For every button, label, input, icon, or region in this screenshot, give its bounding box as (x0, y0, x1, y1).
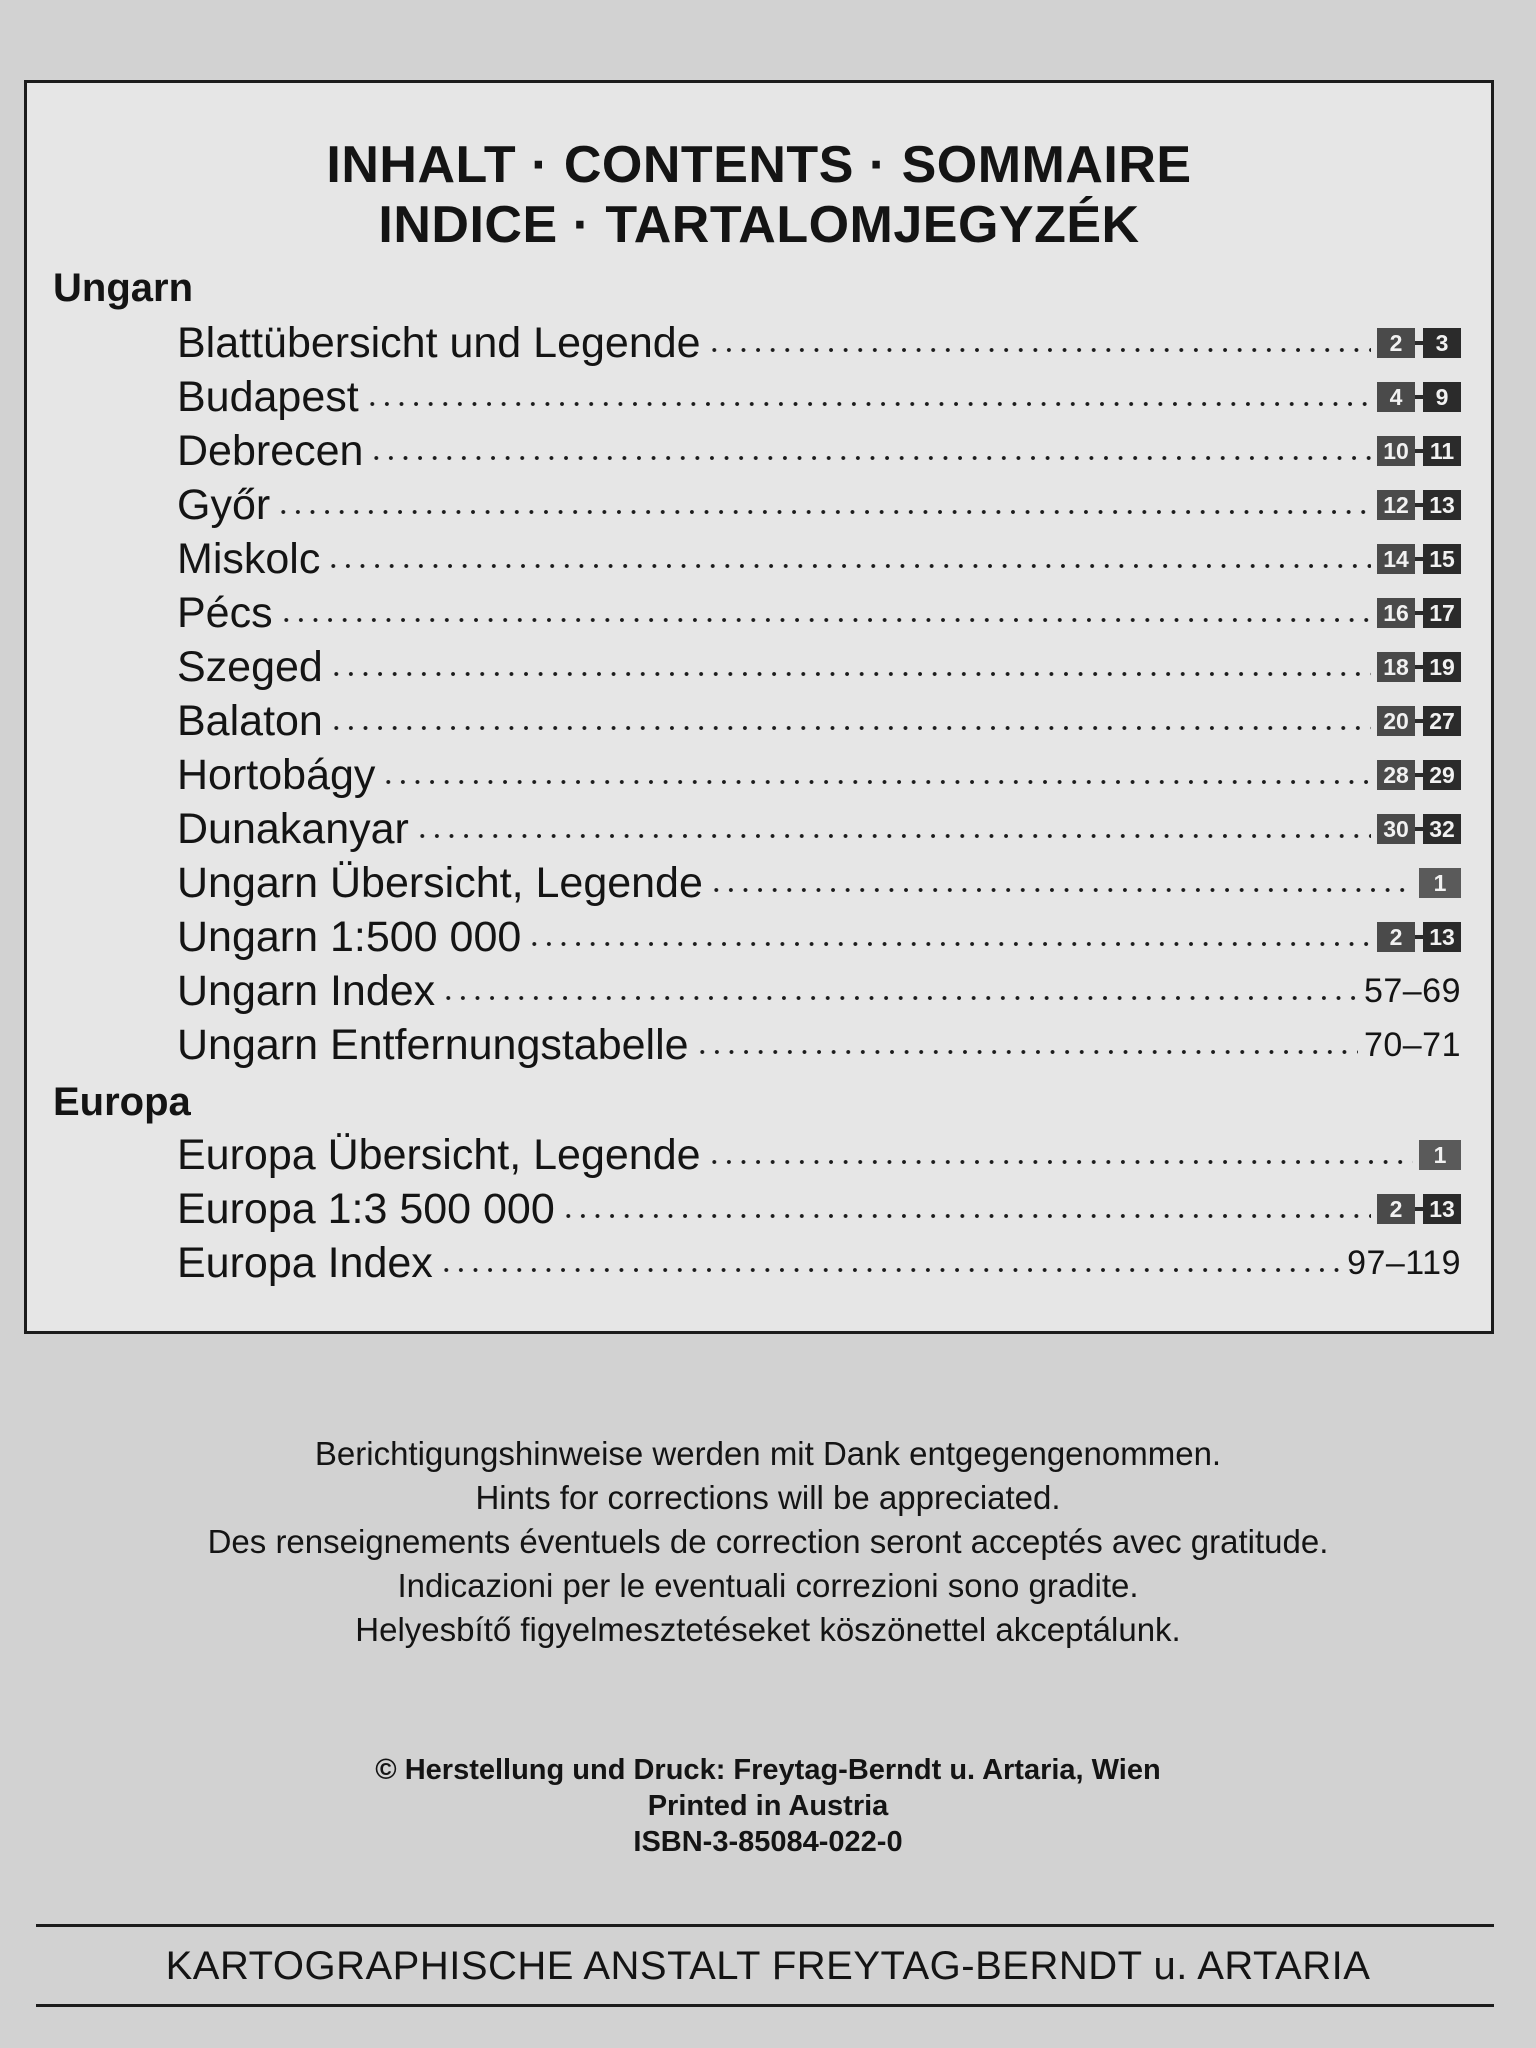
dot-leader (415, 822, 1371, 850)
toc-entry-label: Debrecen (177, 426, 364, 475)
toc-entry-label: Szeged (177, 642, 323, 691)
dot-leader (329, 714, 1371, 742)
page-badge-end: 27 (1423, 706, 1461, 736)
footer-rule-bottom (36, 2004, 1494, 2007)
page-badge-start: 4 (1377, 382, 1415, 412)
toc-entry-label: Balaton (177, 696, 323, 745)
toc-entry-label: Pécs (177, 588, 273, 637)
dot-leader (441, 984, 1358, 1012)
imprint (0, 1752, 1536, 1860)
dot-leader (329, 660, 1371, 688)
toc-entry-label: Ungarn 1:500 000 (177, 912, 522, 961)
toc-entry[interactable] (177, 640, 1467, 694)
dot-leader (439, 1256, 1341, 1284)
dot-leader (707, 1148, 1413, 1176)
page-range-badge (1377, 598, 1461, 628)
toc-entry[interactable] (177, 856, 1467, 910)
page-badge-end: 11 (1423, 436, 1461, 466)
note-line: Berichtigungshinweise werden mit Dank entgegengenommen. (314, 1435, 1222, 1472)
dot-leader (709, 876, 1413, 904)
page-badge-start: 20 (1377, 706, 1415, 736)
toc-entry-label: Budapest (177, 372, 359, 421)
toc-entry[interactable] (177, 532, 1467, 586)
toc-entry-label: Europa 1:3 500 000 (177, 1184, 555, 1233)
page-range-badge (1377, 490, 1461, 520)
page-badge (1419, 868, 1461, 898)
dot-leader (369, 444, 1371, 472)
toc-entry[interactable] (177, 910, 1467, 964)
page-badge-start: 10 (1377, 436, 1415, 466)
page-badge-end: 13 (1423, 1194, 1461, 1224)
publisher-footer: KARTOGRAPHISCHE ANSTALT FREYTAG-BERNDT u. ARTARIA (165, 1944, 1371, 1988)
page-range-badge (1377, 760, 1461, 790)
page-badge-single: 1 (1419, 1140, 1461, 1170)
toc-entry-label: Ungarn Übersicht, Legende (177, 858, 703, 907)
toc-entry-label: Győr (177, 480, 271, 529)
toc-entry[interactable] (177, 964, 1467, 1018)
page-range-badge (1377, 382, 1461, 412)
toc-entry[interactable] (177, 370, 1467, 424)
toc-entry-label: Ungarn Entfernungstabelle (177, 1020, 689, 1069)
page-range-badge (1377, 1194, 1461, 1224)
page-badge-single: 1 (1419, 868, 1461, 898)
page-badge-end: 13 (1423, 922, 1461, 952)
dot-leader (695, 1038, 1358, 1066)
toc-entry[interactable] (177, 1182, 1467, 1236)
page-badge-end: 19 (1423, 652, 1461, 682)
page-badge-start: 16 (1377, 598, 1415, 628)
dot-leader (527, 930, 1371, 958)
contents-box (24, 80, 1494, 1334)
dot-leader (707, 336, 1371, 364)
toc-entry[interactable] (177, 478, 1467, 532)
copyright-line: © Herstellung und Druck: Freytag-Berndt u. Artaria, Wien (375, 1754, 1161, 1786)
toc-entry[interactable] (177, 802, 1467, 856)
dot-leader (326, 552, 1371, 580)
page-badge-start: 2 (1377, 922, 1415, 952)
page-range-badge (1377, 706, 1461, 736)
page-range: 70–71 (1363, 1025, 1461, 1064)
page-badge-end: 9 (1423, 382, 1461, 412)
toc-entry[interactable] (177, 1236, 1467, 1290)
toc-entry-label: Miskolc (177, 534, 321, 583)
dot-leader (561, 1202, 1371, 1230)
page-badge-start: 28 (1377, 760, 1415, 790)
note-line: Indicazioni per le eventuali correzioni sono gradite. (397, 1567, 1139, 1604)
toc-entry[interactable] (177, 316, 1467, 370)
page-range-badge (1377, 544, 1461, 574)
note-line: Helyesbítő figyelmesztetéseket köszönettel akceptálunk. (355, 1611, 1181, 1648)
page-badge-end: 13 (1423, 490, 1461, 520)
toc-entry-label: Europa Index (177, 1238, 433, 1287)
page-range-badge (1377, 814, 1461, 844)
page-badge-start: 2 (1377, 1194, 1415, 1224)
note-line: Des renseignements éventuels de correction seront acceptés avec gratitude. (207, 1523, 1329, 1560)
dot-leader (276, 498, 1371, 526)
page-range-badge (1377, 922, 1461, 952)
page-badge-end: 3 (1423, 328, 1461, 358)
note-line: Hints for corrections will be appreciated. (475, 1479, 1061, 1516)
toc-entry[interactable] (177, 748, 1467, 802)
title-line-1: INHALT · CONTENTS · SOMMAIRE (326, 136, 1192, 194)
page-badge-start: 2 (1377, 328, 1415, 358)
page-badge-start: 14 (1377, 544, 1415, 574)
toc-entry[interactable] (177, 1018, 1467, 1072)
page-badge-end: 32 (1423, 814, 1461, 844)
dot-leader (381, 768, 1371, 796)
isbn-line: ISBN-3-85084-022-0 (633, 1826, 903, 1858)
toc-entry-label: Ungarn Index (177, 966, 436, 1015)
page-badge-start: 12 (1377, 490, 1415, 520)
page-range-badge (1377, 328, 1461, 358)
section-heading-europa: Europa (53, 1080, 191, 1124)
correction-notes (0, 1432, 1536, 1652)
toc-entry-label: Blattübersicht und Legende (177, 318, 701, 367)
page-badge-end: 17 (1423, 598, 1461, 628)
section-heading-ungarn: Ungarn (53, 266, 193, 310)
toc-entry-label: Europa Übersicht, Legende (177, 1130, 701, 1179)
toc-entry[interactable] (177, 586, 1467, 640)
page-range-badge (1377, 436, 1461, 466)
toc-entry[interactable] (177, 1128, 1467, 1182)
page-badge-end: 15 (1423, 544, 1461, 574)
page-badge-start: 30 (1377, 814, 1415, 844)
page-range-badge (1377, 652, 1461, 682)
toc-entry[interactable] (177, 694, 1467, 748)
printed-in-line: Printed in Austria (647, 1790, 889, 1822)
page-badge-start: 18 (1377, 652, 1415, 682)
page-range: 97–119 (1347, 1243, 1461, 1282)
dot-leader (365, 390, 1371, 418)
toc-entry[interactable] (177, 424, 1467, 478)
toc-entry-label: Dunakanyar (177, 804, 409, 853)
page-badge-end: 29 (1423, 760, 1461, 790)
footer-rule-top (36, 1924, 1494, 1927)
page-range: 57–69 (1363, 971, 1461, 1010)
page-badge (1419, 1140, 1461, 1170)
title-line-2: INDICE · TARTALOMJEGYZÉK (378, 196, 1140, 254)
dot-leader (279, 606, 1371, 634)
toc-entry-label: Hortobágy (177, 750, 376, 799)
